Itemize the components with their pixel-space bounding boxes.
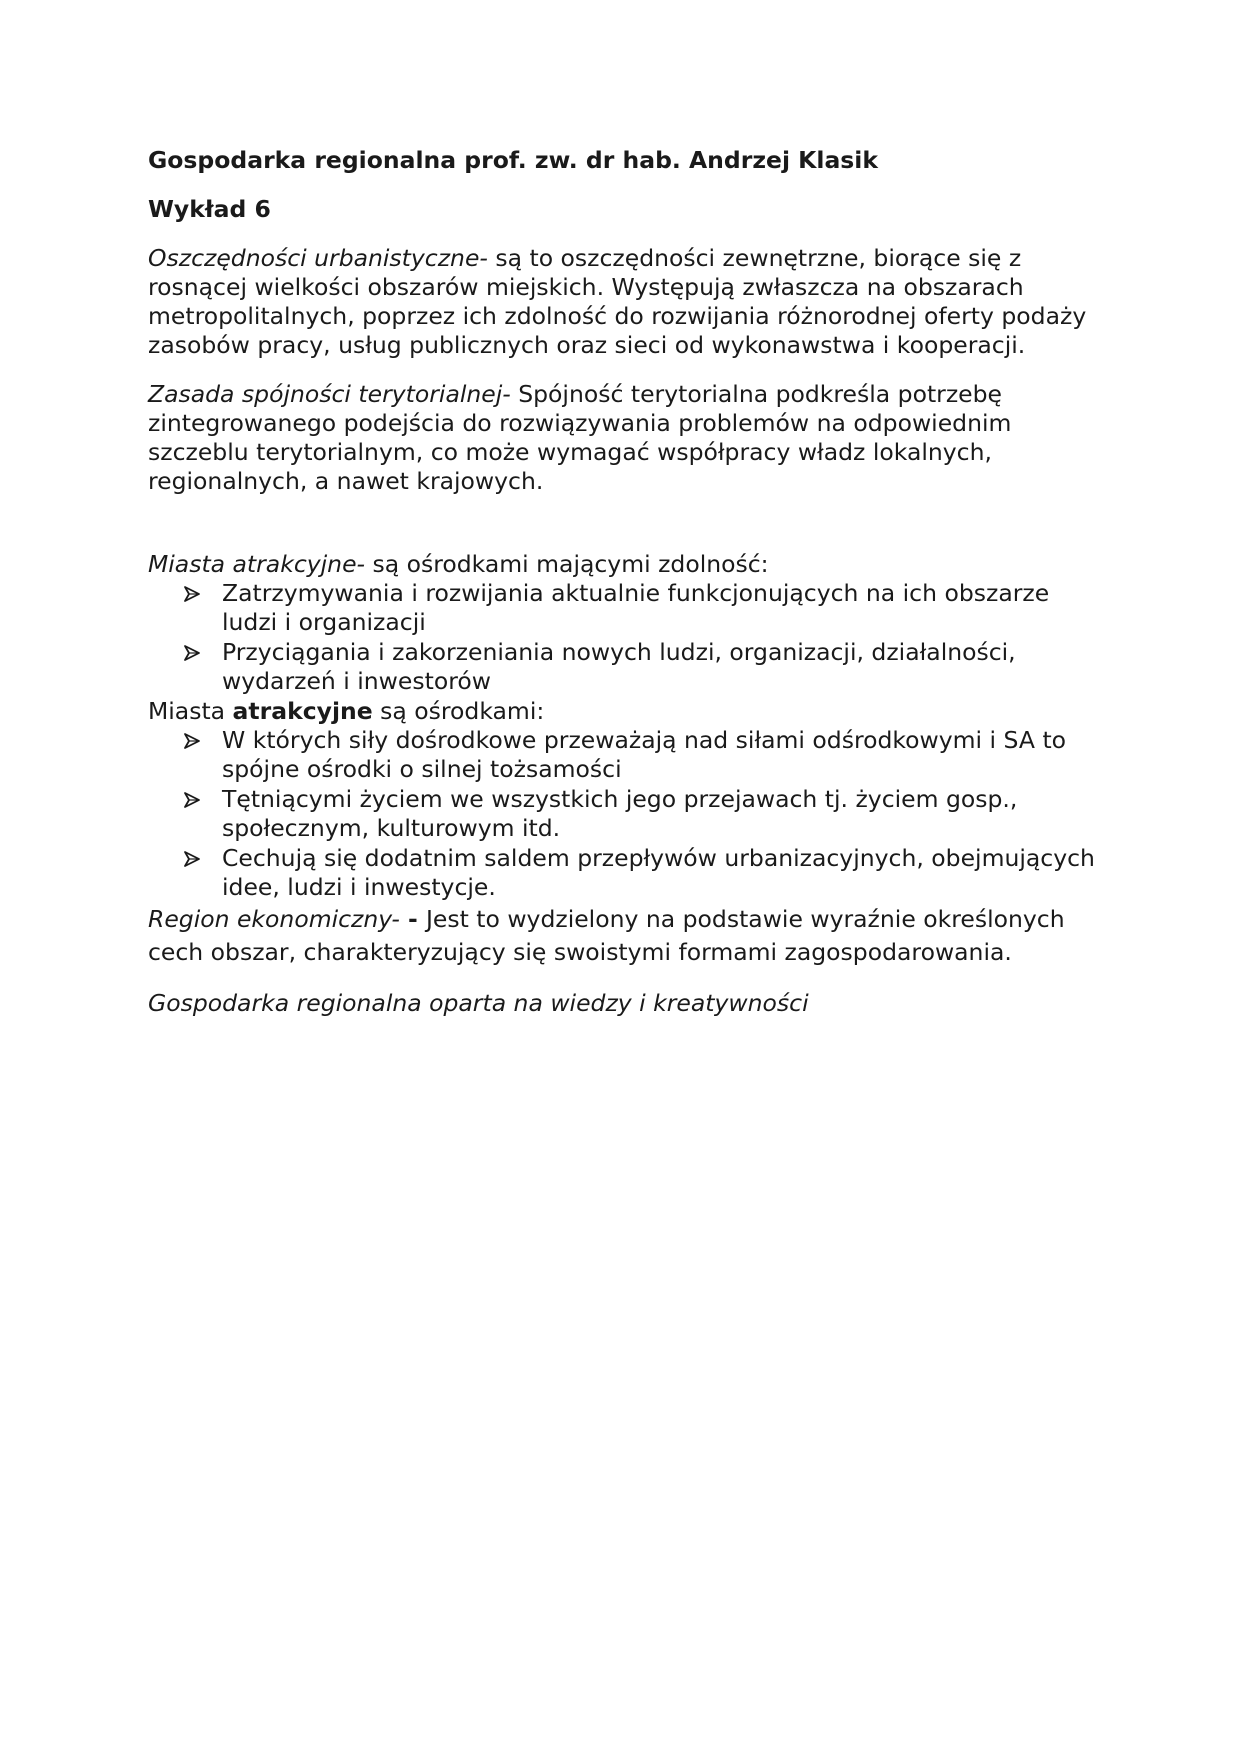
definition-economic-region: Jest to wydzielony na podstawie wyraźnie określonych cech obszar, charakteryzujący się swoistymi formami zagospodarowania. (148, 905, 1065, 966)
paragraph-urban-savings (148, 244, 1098, 360)
definition-text: są ośrodkami: (372, 697, 545, 725)
paragraph-economic-region (148, 903, 1098, 969)
term-urban-savings: Oszczędności urbanistyczne- (148, 244, 488, 272)
attractive-cities-list (148, 579, 1098, 696)
bold-term: atrakcyjne (232, 697, 373, 725)
term-territorial-cohesion: Zasada spójności terytorialnej- (148, 380, 511, 408)
paragraph-knowledge-economy (148, 989, 1098, 1018)
definition-attractive-cities: są ośrodkami mającymi zdolność: (365, 550, 769, 578)
arrow-bullet-icon (182, 638, 202, 667)
paragraph-attractive-cities-2 (148, 697, 1098, 726)
list-item: Zatrzymywania i rozwijania aktualnie funkcjonujących na ich obszarze ludzi i organizacji (222, 579, 1098, 637)
list-item: W których siły dośrodkowe przeważają nad siłami odśrodkowymi i SA to spójne ośrodki o silnej tożsamości (222, 726, 1098, 784)
list-item: Cechują się dodatnim saldem przepływów urbanizacyjnych, obejmujących idee, ludzi i inwestycje. (222, 844, 1098, 902)
term-attractive-cities: Miasta atrakcyjne- (148, 550, 366, 578)
spacer (148, 516, 1098, 550)
paragraph-attractive-cities (148, 550, 1098, 579)
term-knowledge-economy: Gospodarka regionalna oparta na wiedzy i kreatywności (148, 989, 809, 1017)
list-item: Tętniącymi życiem we wszystkich jego przejawach tj. życiem gosp., społecznym, kulturowym itd. (222, 785, 1098, 843)
lead-text: Miasta (148, 697, 233, 725)
lecture-heading: Wykład 6 (148, 195, 271, 223)
paragraph-territorial-cohesion (148, 380, 1098, 496)
document-title: Gospodarka regionalna prof. zw. dr hab. Andrzej Klasik (148, 146, 878, 174)
list-item: Przyciągania i zakorzeniania nowych ludzi, organizacji, działalności, wydarzeń i inwestorów (222, 638, 1098, 696)
arrow-bullet-icon (182, 785, 202, 814)
arrow-bullet-icon (182, 726, 202, 755)
arrow-bullet-icon (182, 844, 202, 873)
dash-separator: - (399, 905, 426, 933)
document-page (148, 146, 1098, 1038)
arrow-bullet-icon (182, 579, 202, 608)
term-economic-region: Region ekonomiczny- (148, 905, 400, 933)
attractive-cities-features-list (148, 726, 1098, 902)
definition-territorial-cohesion: Spójność terytorialna podkreśla potrzebę zintegrowanego podejścia do rozwiązywania problemów na odpowiednim szczeblu terytorialnym, co może wymagać współpracy władz lokalnych, regionalnych, a nawet krajowych. (148, 380, 1012, 495)
definition-urban-savings: są to oszczędności zewnętrzne, biorące się z rosnącej wielkości obszarów miejskich. Występują zwłaszcza na obszarach metropolitalnych, poprzez ich zdolność do rozwijania różnorodnej oferty podaży zasobów pracy, usług publicznych oraz sieci od wykonawstwa i kooperacji. (148, 244, 1087, 359)
